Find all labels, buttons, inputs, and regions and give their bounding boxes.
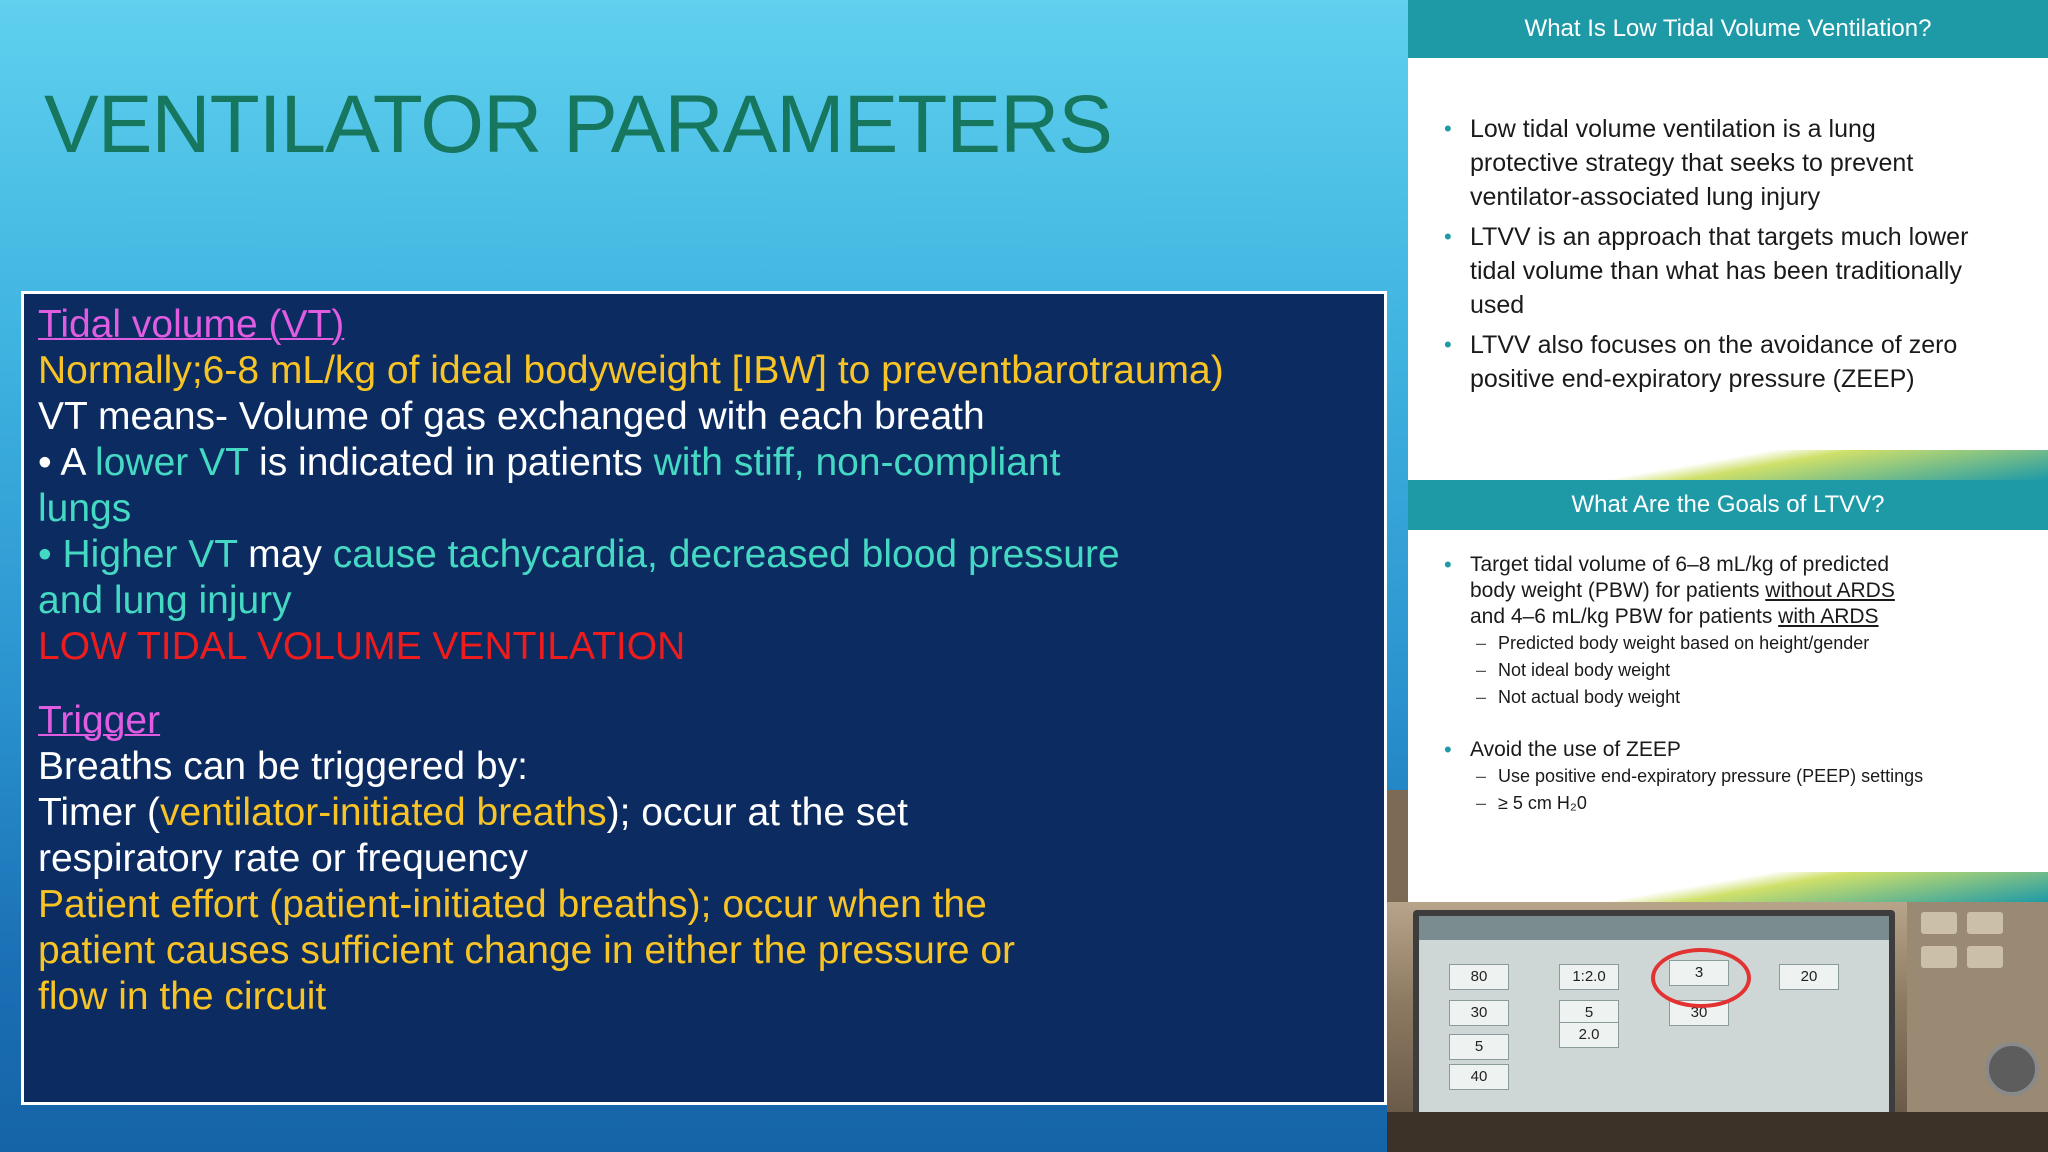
tidal-normally: Normally;6-8 mL/kg of ideal bodyweight [IBW] to preventbarotrauma): [38, 349, 1224, 392]
vent-value-trigger: 3: [1669, 960, 1729, 986]
panel1-bullet: [1408, 328, 2048, 396]
trigger-patient-cont: patient causes sufficient change in either the pressure or: [38, 929, 1016, 972]
ventilator-screen-header: [1419, 916, 1889, 940]
panel1-bullet: [1408, 220, 2048, 322]
panel1-text: used: [1470, 291, 1525, 319]
bullet-text: • A: [38, 441, 96, 484]
bullet-text: cause tachycardia, decreased blood pressure: [332, 533, 1120, 576]
panel1-title: What Is Low Tidal Volume Ventilation?: [1408, 0, 2048, 58]
panel2-text: [1470, 604, 2048, 630]
vent-button: [1921, 946, 1957, 968]
peep-value: ≥ 5 cm H₂0: [1498, 793, 1587, 813]
ltvv-label: LOW TIDAL VOLUME VENTILATION: [38, 625, 686, 668]
vent-value: 40: [1449, 1064, 1509, 1090]
panel1-text: positive end-expiratory pressure (ZEEP): [1470, 365, 1915, 393]
panel1-text: protective strategy that seeks to prevent: [1470, 149, 1914, 177]
panel1-footer-strip: [1408, 450, 2048, 480]
vent-button: [1967, 946, 2003, 968]
vent-knob: [1985, 1042, 2039, 1096]
bullet-text: with stiff, non-compliant: [653, 441, 1061, 484]
photo-edge: [1387, 790, 1408, 902]
tidal-bullet-higher: [38, 532, 1370, 578]
timer-text: Timer (: [38, 791, 161, 834]
trigger-heading-line: [38, 698, 1370, 744]
panel2-text-part: and 4–6 mL/kg PBW for patients: [1470, 605, 1779, 628]
ltvv-definition-slide: [1408, 0, 2048, 480]
tidal-bullet-lower-cont: lungs: [38, 487, 132, 530]
tidal-means: VT means- Volume of gas exchanged with each breath: [38, 395, 985, 438]
panel2-sub: – Not actual body weight: [1408, 684, 2048, 711]
trigger-highlight-circle: [1651, 948, 1751, 1008]
tidal-bullet-higher-cont: and lung injury: [38, 579, 292, 622]
panel1-text: • LTVV also focuses on the avoidance of zero: [1470, 331, 1958, 359]
panel2-text-part: body weight (PBW) for patients: [1470, 579, 1766, 602]
panel2-sub-cont: [1408, 790, 2048, 817]
timer-text: ); occur at the set: [606, 791, 908, 834]
with-ards: with ARDS: [1778, 605, 1879, 628]
panel1-text: tidal volume than what has been traditionally: [1470, 257, 1962, 285]
panel1-text: ventilator-associated lung injury: [1470, 183, 1821, 211]
panel2-sub: – Not ideal body weight: [1408, 657, 2048, 684]
vent-value: 5: [1559, 1000, 1619, 1026]
panel2-footer-strip: [1408, 872, 2048, 902]
vent-value: 1:2.0: [1559, 964, 1619, 990]
ventilator-screen: [1413, 910, 1895, 1122]
ventilator-base: [1387, 1112, 2048, 1152]
bullet-text: • Higher VT: [38, 533, 238, 576]
vent-value: 80: [1449, 964, 1509, 990]
panel2-text: [1470, 578, 2048, 604]
panel2-bullet: • Avoid the use of ZEEP: [1408, 737, 2048, 763]
trigger-heading: Trigger: [38, 699, 161, 742]
trigger-timer-cont: respiratory rate or frequency: [38, 837, 528, 880]
content-box: [21, 291, 1387, 1105]
panel1-bullet: [1408, 112, 2048, 214]
vent-value: 2.0: [1559, 1022, 1619, 1048]
bullet-text: is indicated in patients: [248, 441, 654, 484]
slide-title: VENTILATOR PARAMETERS: [44, 79, 1112, 170]
trigger-intro: Breaths can be triggered by:: [38, 745, 528, 788]
vent-value: 5: [1449, 1034, 1509, 1060]
ltvv-goals-slide: [1408, 480, 2048, 902]
vent-value: 20: [1779, 964, 1839, 990]
panel2-bullet: [1408, 552, 2048, 630]
vent-value: 30: [1449, 1000, 1509, 1026]
bullet-text: may: [237, 533, 333, 576]
without-ards: without ARDS: [1765, 579, 1895, 602]
ventilator-photo: [1387, 902, 2048, 1152]
vent-button: [1921, 912, 1957, 934]
vent-button: [1967, 912, 2003, 934]
panel2-sub: – Predicted body weight based on height/gender: [1408, 630, 2048, 657]
trigger-timer: [38, 790, 1370, 836]
panel1-text: • LTVV is an approach that targets much lower: [1470, 223, 1969, 251]
panel2-title: What Are the Goals of LTVV?: [1408, 480, 2048, 530]
bullet-text: lower VT: [95, 441, 249, 484]
tidal-volume-heading: Tidal volume (VT): [38, 303, 345, 346]
tidal-heading-line: [38, 302, 1370, 348]
panel2-sub: – Use positive end-expiratory pressure (PEEP) settings: [1408, 763, 2048, 790]
tidal-bullet-lower: [38, 440, 1370, 486]
timer-text: ventilator-initiated breaths: [160, 791, 607, 834]
panel2-text: • Target tidal volume of 6–8 mL/kg of predicted: [1470, 553, 1890, 576]
vent-value: 30: [1669, 1000, 1729, 1026]
trigger-patient: Patient effort (patient-initiated breaths); occur when the: [38, 883, 987, 926]
panel1-text: • Low tidal volume ventilation is a lung: [1470, 115, 1876, 143]
trigger-patient-cont2: flow in the circuit: [38, 975, 327, 1018]
